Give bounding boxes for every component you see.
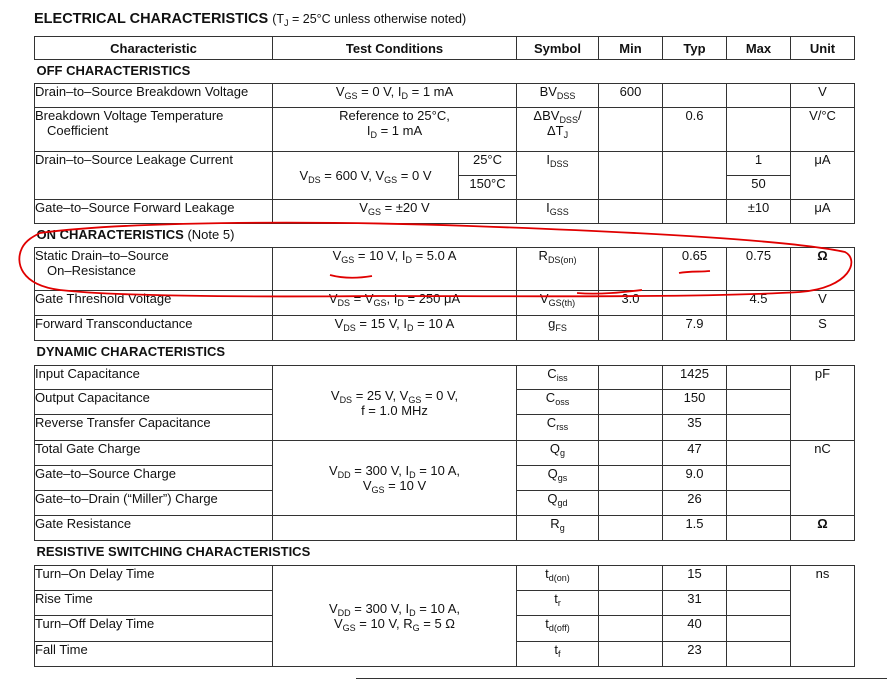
unit: μA — [791, 152, 855, 200]
unit: Ω — [791, 248, 855, 291]
min-value — [599, 152, 663, 200]
max-value — [727, 108, 791, 152]
typ-value: 9.0 — [663, 466, 727, 491]
test-condition: $V_{GS} = 10$ V, $I_D = 5.0$ A — [273, 248, 517, 291]
max-value — [727, 642, 791, 667]
char-name: Total Gate Charge — [35, 441, 273, 466]
page-title — [34, 11, 466, 27]
unit: ns — [791, 566, 855, 667]
symbol: $t_{d(on)}$ — [517, 566, 599, 591]
char-name: Gate–to–Source Forward Leakage — [35, 200, 273, 224]
unit: Ω — [791, 516, 855, 541]
section-on: ON CHARACTERISTICS (Note 5) — [35, 224, 855, 248]
typ-value — [663, 200, 727, 224]
max-value — [727, 516, 791, 541]
min-value — [599, 108, 663, 152]
typ-value — [663, 84, 727, 108]
test-condition: $V_{DS} = 600$ V, $V_{GS} = 0$ V — [273, 152, 459, 200]
char-name: Turn–Off Delay Time — [35, 616, 273, 642]
max-value — [727, 566, 791, 591]
char-name: Drain–to–Source Leakage Current — [35, 152, 273, 200]
unit: μA — [791, 200, 855, 224]
header-row — [35, 37, 855, 60]
min-value — [599, 200, 663, 224]
unit: V — [791, 291, 855, 316]
symbol: $V_{GS(th)}$ — [517, 291, 599, 316]
max-value — [727, 466, 791, 491]
symbol: $\Delta BV_{DSS}/$ $\Delta T_J$ — [517, 108, 599, 152]
min-value — [599, 415, 663, 441]
max-value — [727, 316, 791, 341]
test-condition: $V_{GS} = 0$ V, $I_D = 1$ mA — [273, 84, 517, 108]
min-value — [599, 516, 663, 541]
typ-value: 40 — [663, 616, 727, 642]
symbol: $R_g$ — [517, 516, 599, 541]
temp-150: 150°C — [459, 176, 517, 200]
min-value — [599, 441, 663, 466]
typ-value: 150 — [663, 390, 727, 415]
test-condition — [273, 516, 517, 541]
max-value — [727, 616, 791, 642]
symbol: $Q_{gs}$ — [517, 466, 599, 491]
temp-25: 25°C — [459, 152, 517, 176]
typ-value: 15 — [663, 566, 727, 591]
header-typ: Typ — [663, 37, 727, 60]
max-value — [727, 366, 791, 390]
table-row — [35, 108, 855, 152]
page-rule — [356, 678, 887, 679]
symbol: $g_{FS}$ — [517, 316, 599, 341]
min-value: 3.0 — [599, 291, 663, 316]
char-name: Turn–On Delay Time — [35, 566, 273, 591]
test-condition: $V_{DS} = 15$ V, $I_D = 10$ A — [273, 316, 517, 341]
symbol: $t_f$ — [517, 642, 599, 667]
title-condition: ($T_J = 25^\circ C$ unless otherwise noted) — [272, 12, 467, 28]
symbol: $C_{oss}$ — [517, 390, 599, 415]
min-value — [599, 616, 663, 642]
header-symbol: Symbol — [517, 37, 599, 60]
char-name: Gate Threshold Voltage — [35, 291, 273, 316]
char-name: Output Capacitance — [35, 390, 273, 415]
max-value — [727, 84, 791, 108]
typ-value: 26 — [663, 491, 727, 516]
typ-value: 47 — [663, 441, 727, 466]
min-value — [599, 248, 663, 291]
symbol: $I_{DSS}$ — [517, 152, 599, 200]
header-test-conditions: Test Conditions — [273, 37, 517, 60]
typ-value: 23 — [663, 642, 727, 667]
table-row — [35, 84, 855, 108]
char-name: Forward Transconductance — [35, 316, 273, 341]
title-text: ELECTRICAL CHARACTERISTICS — [34, 11, 269, 27]
symbol: $t_r$ — [517, 591, 599, 616]
min-value — [599, 390, 663, 415]
symbol: $R_{DS(on)}$ — [517, 248, 599, 291]
header-max: Max — [727, 37, 791, 60]
min-value — [599, 466, 663, 491]
unit: V/°C — [791, 108, 855, 152]
min-value: 600 — [599, 84, 663, 108]
section-off: OFF CHARACTERISTICS — [35, 60, 855, 84]
char-name: Gate Resistance — [35, 516, 273, 541]
char-name: Drain–to–Source Breakdown Voltage — [35, 84, 273, 108]
unit: V — [791, 84, 855, 108]
unit: nC — [791, 441, 855, 516]
table-row — [35, 566, 855, 591]
max-value — [727, 491, 791, 516]
header-unit: Unit — [791, 37, 855, 60]
min-value — [599, 316, 663, 341]
table-row — [35, 441, 855, 466]
max-value: ±10 — [727, 200, 791, 224]
test-condition: $V_{DD} = 300$ V, $I_D = 10$ A, $V_{GS} = 10$ V — [273, 441, 517, 516]
header-min: Min — [599, 37, 663, 60]
min-value — [599, 566, 663, 591]
test-condition: $V_{DS} = V_{GS}$, $I_D = 250$ μA — [273, 291, 517, 316]
test-condition: Reference to 25°C, $I_D = 1$ mA — [273, 108, 517, 152]
max-value — [727, 591, 791, 616]
section-dynamic: DYNAMIC CHARACTERISTICS — [35, 341, 855, 366]
char-name: Fall Time — [35, 642, 273, 667]
symbol: $Q_g$ — [517, 441, 599, 466]
typ-value: 0.65 — [663, 248, 727, 291]
char-name: Input Capacitance — [35, 366, 273, 390]
table-row — [35, 152, 855, 176]
char-name: Rise Time — [35, 591, 273, 616]
unit: S — [791, 316, 855, 341]
test-condition: $V_{DS} = 25$ V, $V_{GS} = 0$ V, f = 1.0 MHz — [273, 366, 517, 441]
max-value — [727, 390, 791, 415]
unit: pF — [791, 366, 855, 441]
min-value — [599, 642, 663, 667]
symbol: $Q_{gd}$ — [517, 491, 599, 516]
typ-value — [663, 152, 727, 200]
typ-value: 1425 — [663, 366, 727, 390]
typ-value: 31 — [663, 591, 727, 616]
min-value — [599, 591, 663, 616]
typ-value: 35 — [663, 415, 727, 441]
typ-value: 0.6 — [663, 108, 727, 152]
table-row — [35, 200, 855, 224]
test-condition: $V_{GS} = \pm 20$ V — [273, 200, 517, 224]
char-name: Static Drain–to–Source On–Resistance — [35, 248, 273, 291]
typ-value: 7.9 — [663, 316, 727, 341]
char-name: Gate–to–Source Charge — [35, 466, 273, 491]
header-characteristic: Characteristic — [35, 37, 273, 60]
char-name: Gate–to–Drain (“Miller”) Charge — [35, 491, 273, 516]
electrical-characteristics-table — [34, 36, 855, 667]
table-row — [35, 291, 855, 316]
symbol: $BV_{DSS}$ — [517, 84, 599, 108]
max-value: 50 — [727, 176, 791, 200]
table-row — [35, 516, 855, 541]
typ-value: 1.5 — [663, 516, 727, 541]
table-row — [35, 248, 855, 291]
max-value — [727, 441, 791, 466]
table-row — [35, 366, 855, 390]
typ-value — [663, 291, 727, 316]
max-value: 1 — [727, 152, 791, 176]
symbol: $C_{iss}$ — [517, 366, 599, 390]
max-value — [727, 415, 791, 441]
table-row — [35, 316, 855, 341]
max-value: 4.5 — [727, 291, 791, 316]
char-name: Breakdown Voltage Temperature Coefficient — [35, 108, 273, 152]
min-value — [599, 491, 663, 516]
symbol: $C_{rss}$ — [517, 415, 599, 441]
min-value — [599, 366, 663, 390]
symbol: $I_{GSS}$ — [517, 200, 599, 224]
max-value: 0.75 — [727, 248, 791, 291]
char-name: Reverse Transfer Capacitance — [35, 415, 273, 441]
test-condition: $V_{DD} = 300$ V, $I_D = 10$ A, $V_{GS} = 10$ V, $R_G = 5$ Ω — [273, 566, 517, 667]
symbol: $t_{d(off)}$ — [517, 616, 599, 642]
section-switching: RESISTIVE SWITCHING CHARACTERISTICS — [35, 541, 855, 566]
